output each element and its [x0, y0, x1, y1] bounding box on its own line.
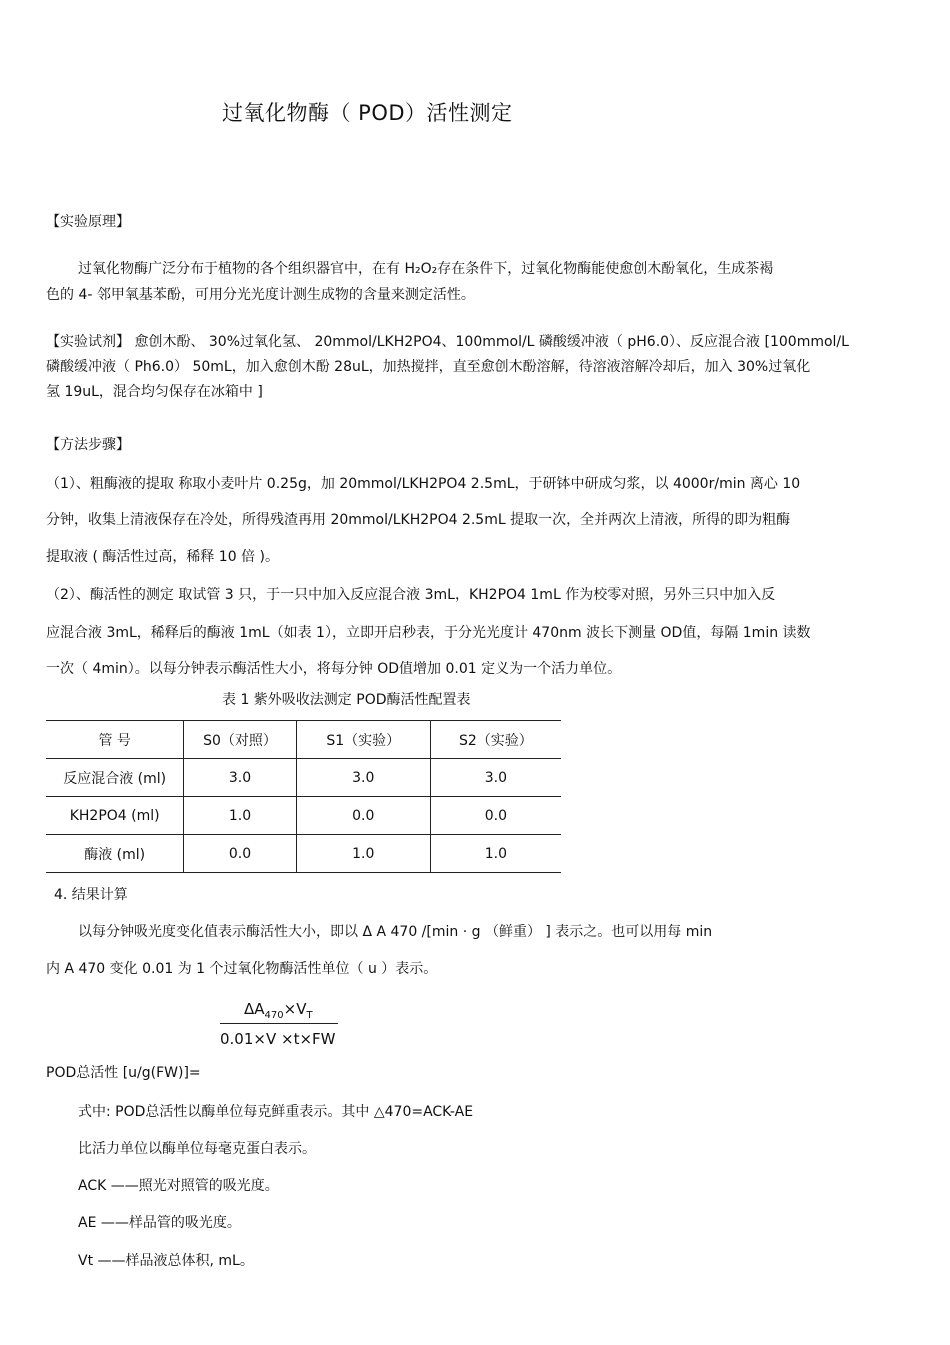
table-cell: 3.0 — [430, 759, 561, 797]
method-step2-line2: 应混合液 3mL，稀释后的酶液 1mL（如表 1），立即开启秒表，于分光光度计 470nm 波长下测量 OD值，每隔 1min 读数 — [46, 625, 811, 641]
method-heading: 【方法步骤】 — [46, 437, 130, 453]
formula-numerator: $\Delta A_{470}\times V_T$ — [244, 1000, 313, 1021]
table-header-cell: S1（实验） — [296, 721, 430, 759]
table-row — [46, 797, 561, 835]
page-title: 过氧化物酶（ POD）活性测定 — [222, 101, 513, 125]
table-cell: 3.0 — [296, 759, 430, 797]
table-header-cell: S0（对照） — [184, 721, 296, 759]
table-cell: 1.0 — [184, 797, 296, 835]
table-cell: 反应混合液 (ml) — [46, 759, 184, 797]
formula-description: 式中: POD总活性以酶单位每克鲜重表示。其中 △470=ACK-AE — [78, 1104, 474, 1120]
table-cell: 0.0 — [430, 797, 561, 835]
definition-ack: ACK ——照光对照管的吸光度。 — [78, 1178, 279, 1194]
table-cell: 3.0 — [184, 759, 296, 797]
fraction-bar — [220, 1023, 338, 1024]
table-row — [46, 835, 561, 873]
table-header-row — [46, 721, 561, 759]
table-row — [46, 759, 561, 797]
method-step1-line1: （1）、粗酶液的提取 称取小麦叶片 0.25g，加 20mmol/LKH2PO4 2.5mL，于研钵中研成匀浆，以 4000r/min 离心 10 — [46, 476, 801, 492]
table-cell: 1.0 — [430, 835, 561, 873]
specific-activity-note: 比活力单位以酶单位每毫克蛋白表示。 — [78, 1141, 316, 1157]
table-cell: 0.0 — [184, 835, 296, 873]
pod-total-activity-label: POD总活性 [u/g(FW)]= — [46, 1065, 201, 1081]
definition-vt: Vt ——样品液总体积, mL。 — [78, 1253, 254, 1269]
reagents-line1: 【实验试剂】 愈创木酚、 30%过氧化氢、 20mmol/LKH2PO4、100mmol/L 磷酸缓冲液（ pH6.0）、反应混合液 [100mmol/L — [46, 334, 849, 350]
pod-config-table — [46, 720, 561, 873]
delta-symbol: Δ — [244, 1000, 255, 1018]
formula-denominator: 0.01×V ×t×FW — [220, 1030, 336, 1048]
method-step2-line3: 一次（ 4min）。以每分钟表示酶活性大小，将每分钟 OD值增加 0.01 定义为一个活力单位。 — [46, 661, 622, 677]
principle-heading: 【实验原理】 — [46, 214, 130, 230]
table-caption: 表 1 紫外吸收法测定 POD酶活性配置表 — [222, 692, 471, 708]
table-header-cell: S2（实验） — [430, 721, 561, 759]
table-cell: 0.0 — [296, 797, 430, 835]
principle-text-line2: 色的 4- 邻甲氧基苯酚，可用分光光度计测生成物的含量来测定活性。 — [46, 287, 475, 303]
definition-ae: AE ——样品管的吸光度。 — [78, 1215, 241, 1231]
table-header-cell: 管 号 — [46, 721, 184, 759]
results-heading: 4. 结果计算 — [54, 887, 128, 903]
method-step1-line3: 提取液 ( 酶活性过高，稀释 10 倍 )。 — [46, 549, 279, 565]
reagents-line3: 氢 19uL，混合均匀保存在冰箱中 ] — [46, 384, 263, 400]
table-cell: KH2PO4 (ml) — [46, 797, 184, 835]
results-text-line1: 以每分钟吸光度变化值表示酶活性大小，即以 Δ A 470 /[min · g （鲜重） ] 表示之。也可以用每 min — [78, 924, 713, 940]
method-step2-line1: （2）、酶活性的测定 取试管 3 只，于一只中加入反应混合液 3mL，KH2PO4 1mL 作为校零对照，另外三只中加入反 — [46, 587, 776, 603]
results-text-line2: 内 A 470 变化 0.01 为 1 个过氧化物酶活性单位（ u ）表示。 — [46, 961, 438, 977]
method-step1-line2: 分钟，收集上清液保存在冷处，所得残渣再用 20mmol/LKH2PO4 2.5mL 提取一次，全并两次上清液，所得的即为粗酶 — [46, 512, 791, 528]
reagents-line2: 磷酸缓冲液（ Ph6.0） 50mL，加入愈创木酚 28uL，加热搅拌，直至愈创木酚溶解，待溶液溶解冷却后，加入 30%过氧化 — [46, 359, 811, 375]
table-cell: 酶液 (ml) — [46, 835, 184, 873]
table-cell: 1.0 — [296, 835, 430, 873]
principle-text-line1: 过氧化物酶广泛分布于植物的各个组织器官中，在有 H₂O₂存在条件下，过氧化物酶能使愈创木酚氧化，生成茶褐 — [78, 261, 774, 277]
